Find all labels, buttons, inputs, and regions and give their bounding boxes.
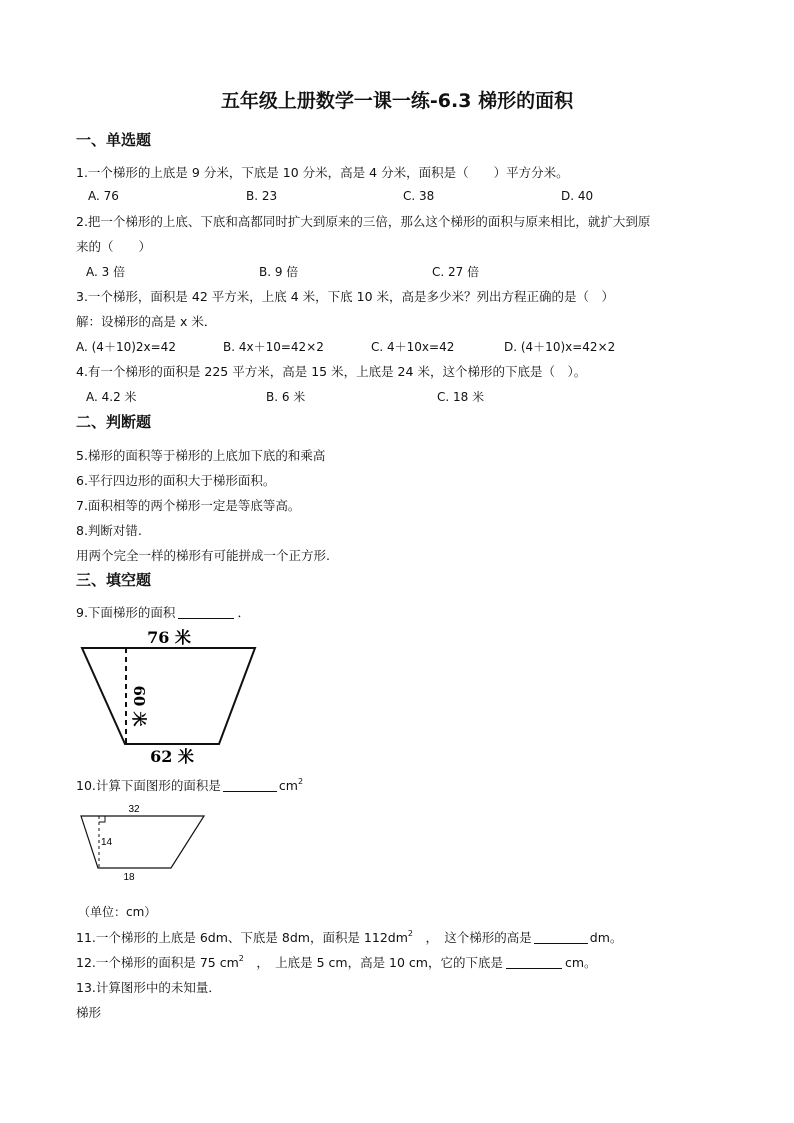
question-2-option-a[interactable]: A. 3 倍 [86, 265, 126, 279]
question-3-line-2: 解：设梯形的高是 x 米． [76, 314, 217, 329]
question-3-option-a[interactable]: A. (4＋10)2x=42 [76, 340, 176, 354]
question-1-option-c[interactable]: C. 38 [403, 189, 435, 203]
question-12-answer-blank[interactable] [506, 956, 562, 969]
question-11-answer-blank[interactable] [534, 931, 588, 944]
question-10-text [76, 776, 303, 794]
bottom-base-label: 18 [123, 872, 135, 883]
question-10-unit: cm [278, 778, 298, 793]
question-6-text: 6.平行四边形的面积大于梯形面积。 [76, 473, 276, 488]
question-3-option-b[interactable]: B. 4x＋10=42×2 [223, 340, 324, 354]
question-4-option-b[interactable]: B. 6 米 [266, 390, 306, 404]
question-2-line-1: 2.把一个梯形的上底、下底和高都同时扩大到原来的三倍，那么这个梯形的面积与原来相比，就扩大到原 [76, 214, 651, 229]
section-heading-true-false: 二、判断题 [76, 413, 152, 431]
section-heading-single-choice: 一、单选题 [76, 131, 152, 149]
question-4-option-c[interactable]: C. 18 米 [437, 390, 485, 404]
question-9-prefix: 9.下面梯形的面积 [76, 605, 176, 620]
question-9-suffix: ． [237, 605, 250, 620]
question-1-option-d[interactable]: D. 40 [561, 189, 594, 203]
question-12-prefix: 12.一个梯形的面积是 75 cm [76, 955, 239, 970]
height-label: 60 米 [130, 685, 148, 727]
question-12-exponent: 2 [238, 954, 244, 963]
question-11-prefix: 11.一个梯形的上底是 6dm、下底是 8dm，面积是 112dm [76, 930, 408, 945]
trapezoid-shape [82, 648, 255, 744]
question-10-prefix: 10.计算下面图形的面积是 [76, 778, 221, 793]
height-label: 14 [101, 837, 113, 848]
question-5-text: 5.梯形的面积等于梯形的上底加下底的和乘高 [76, 448, 326, 463]
question-2-option-b[interactable]: B. 9 倍 [259, 265, 299, 279]
question-7-text: 7.面积相等的两个梯形一定是等底等高。 [76, 498, 301, 513]
question-11-middle: ， 这个梯形的高是 [413, 930, 532, 945]
bottom-base-label: 62 米 [150, 747, 194, 766]
question-4-text: 4.有一个梯形的面积是 225 平方米，高是 15 米，上底是 24 米，这个梯形的下底是（ ）。 [76, 364, 587, 379]
question-11-text [76, 928, 622, 946]
question-10-unit-note: （单位：cm） [78, 905, 157, 919]
question-9-text [76, 603, 250, 621]
page-title: 五年级上册数学一课一练-6.3 梯形的面积 [220, 90, 574, 112]
question-12-suffix: cm。 [564, 955, 597, 970]
question-1-option-b[interactable]: B. 23 [246, 189, 278, 203]
question-11-suffix: dm。 [589, 930, 623, 945]
question-3-option-d[interactable]: D. (4＋10)x=42×2 [504, 340, 616, 354]
question-2-line-2: 来的（ ） [76, 239, 152, 254]
question-10-trapezoid-figure [76, 800, 216, 888]
question-4-option-a[interactable]: A. 4.2 米 [86, 390, 137, 404]
question-8-line-2: 用两个完全一样的梯形有可能拼成一个正方形. [76, 548, 330, 563]
question-10-answer-blank[interactable] [223, 779, 277, 792]
top-base-label: 32 [128, 804, 140, 815]
question-12-text [76, 953, 597, 971]
question-1-text: 1.一个梯形的上底是 9 分米，下底是 10 分米，高是 4 分米，面积是（ ）平方分米。 [76, 165, 569, 180]
section-heading-fill-in: 三、填空题 [76, 571, 152, 589]
question-13-line-2: 梯形 [76, 1005, 102, 1020]
question-2-option-c[interactable]: C. 27 倍 [432, 265, 480, 279]
question-12-middle: ， 上底是 5 cm，高是 10 cm，它的下底是 [243, 955, 503, 970]
question-3-option-c[interactable]: C. 4＋10x=42 [371, 340, 455, 354]
question-8-line-1: 8.判断对错. [76, 523, 142, 538]
right-angle-mark [99, 816, 105, 822]
top-base-label: 76 米 [147, 628, 191, 647]
question-9-trapezoid-figure [70, 622, 270, 772]
question-11-exponent: 2 [407, 929, 413, 938]
question-9-answer-blank[interactable] [178, 606, 234, 619]
question-13-line-1: 13.计算图形中的未知量． [76, 980, 221, 995]
question-1-option-a[interactable]: A. 76 [88, 189, 119, 203]
question-3-line-1: 3.一个梯形，面积是 42 平方米，上底 4 米，下底 10 米，高是多少米？列出方程正确的是（ ） [76, 289, 615, 304]
question-10-unit-exponent: 2 [297, 777, 304, 786]
